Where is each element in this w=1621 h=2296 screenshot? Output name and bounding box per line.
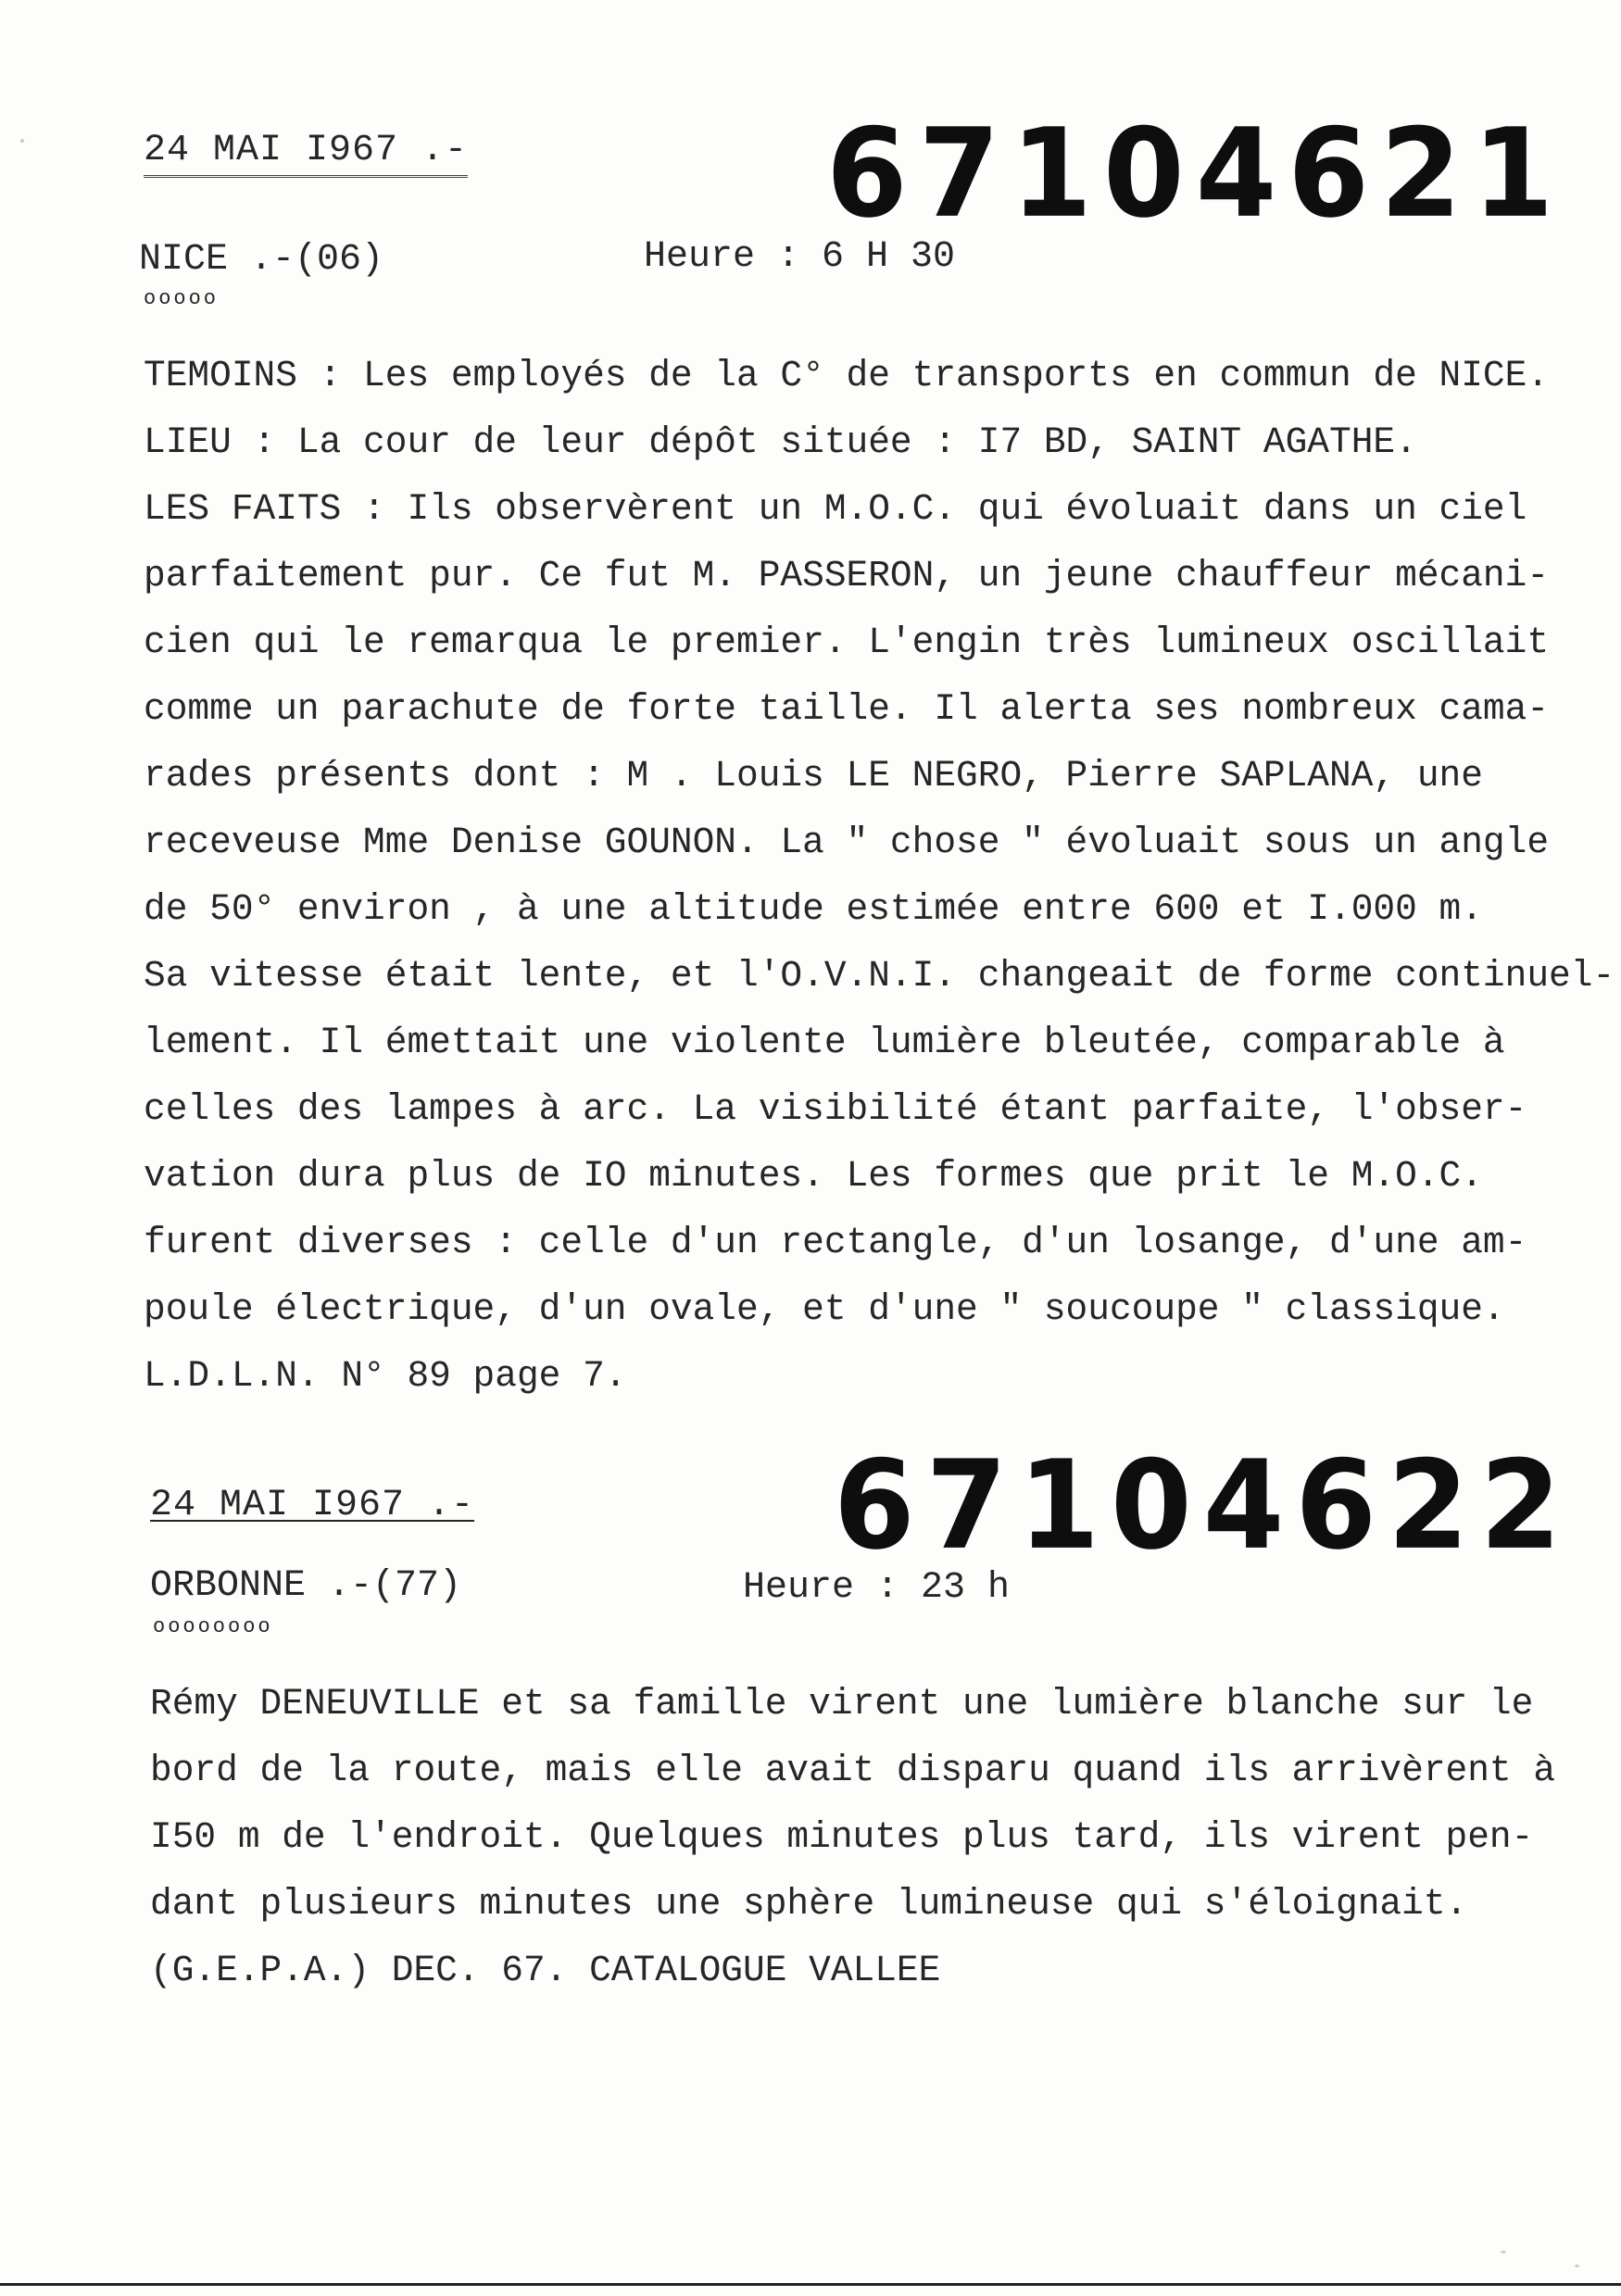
entry-2-circles: oooooooo	[153, 1615, 273, 1638]
entry-1-line: vation dura plus de IO minutes. Les formes que prit le M.O.C.	[144, 1155, 1483, 1197]
entry-1-line: receveuse Mme Denise GOUNON. La " chose " évoluait sous un angle	[144, 822, 1550, 863]
entry-1-line: poule électrique, d'un ovale, et d'une " soucoupe " classique.	[144, 1288, 1505, 1330]
entry-1-body	[144, 343, 1615, 1410]
entry-2-date: 24 MAI I967 .-	[150, 1485, 475, 1526]
scan-speck	[1575, 2265, 1579, 2267]
entry-2-line: Rémy DENEUVILLE et sa famille virent une lumière blanche sur le	[150, 1683, 1534, 1725]
entry-1-line: LES FAITS : Ils observèrent un M.O.C. qui évoluait dans un ciel	[144, 488, 1527, 530]
scan-speck	[20, 139, 24, 143]
entry-2-body	[150, 1671, 1555, 2004]
entry-1-date: 24 MAI I967 .-	[144, 130, 468, 178]
entry-1-location: NICE .-(06)	[139, 239, 384, 281]
entry-2-line: bord de la route, mais elle avait disparu quand ils arrivèrent à	[150, 1750, 1556, 1791]
entry-1-line: parfaitement pur. Ce fut M. PASSERON, un jeune chauffeur mécani-	[144, 555, 1550, 596]
entry-1-circles: ooooo	[144, 287, 220, 310]
scan-bottom-edge	[0, 2283, 1621, 2286]
entry-1-line: comme un parachute de forte taille. Il alerta ses nombreux cama-	[144, 688, 1550, 730]
entry-1-line: de 50° environ , à une altitude estimée entre 600 et I.000 m.	[144, 888, 1483, 930]
entry-1-line: furent diverses : celle d'un rectangle, d'un losange, d'une am-	[144, 1222, 1527, 1263]
entry-2-number: 67104622	[834, 1434, 1573, 1577]
entry-2-line: dant plusieurs minutes une sphère lumineuse qui s'éloignait.	[150, 1883, 1468, 1925]
entry-1-line: lement. Il émettait une violente lumière bleutée, comparable à	[144, 1022, 1505, 1063]
entry-1-line: Sa vitesse était lente, et l'O.V.N.I. changeait de forme continuel-	[144, 955, 1615, 997]
scan-speck	[1501, 2251, 1506, 2253]
entry-1-line: celles des lampes à arc. La visibilité étant parfaite, l'obser-	[144, 1088, 1527, 1130]
entry-2-location: ORBONNE .-(77)	[150, 1565, 462, 1607]
entry-1-number: 67104621	[826, 102, 1565, 245]
entry-2-line: (G.E.P.A.) DEC. 67. CATALOGUE VALLEE	[150, 1950, 941, 1991]
entry-1-line: LIEU : La cour de leur dépôt située : I7 BD, SAINT AGATHE.	[144, 421, 1417, 463]
entry-2-heure: Heure : 23 h	[743, 1567, 1011, 1609]
entry-1-line: L.D.L.N. N° 89 page 7.	[144, 1355, 627, 1397]
entry-1-line: TEMOINS : Les employés de la C° de transports en commun de NICE.	[144, 355, 1550, 396]
entry-1-line: rades présents dont : M . Louis LE NEGRO, Pierre SAPLANA, une	[144, 755, 1483, 797]
entry-1-heure: Heure : 6 H 30	[644, 236, 956, 278]
entry-2-line: I50 m de l'endroit. Quelques minutes plus tard, ils virent pen-	[150, 1816, 1534, 1858]
entry-1-line: cien qui le remarqua le premier. L'engin très lumineux oscillait	[144, 621, 1550, 663]
